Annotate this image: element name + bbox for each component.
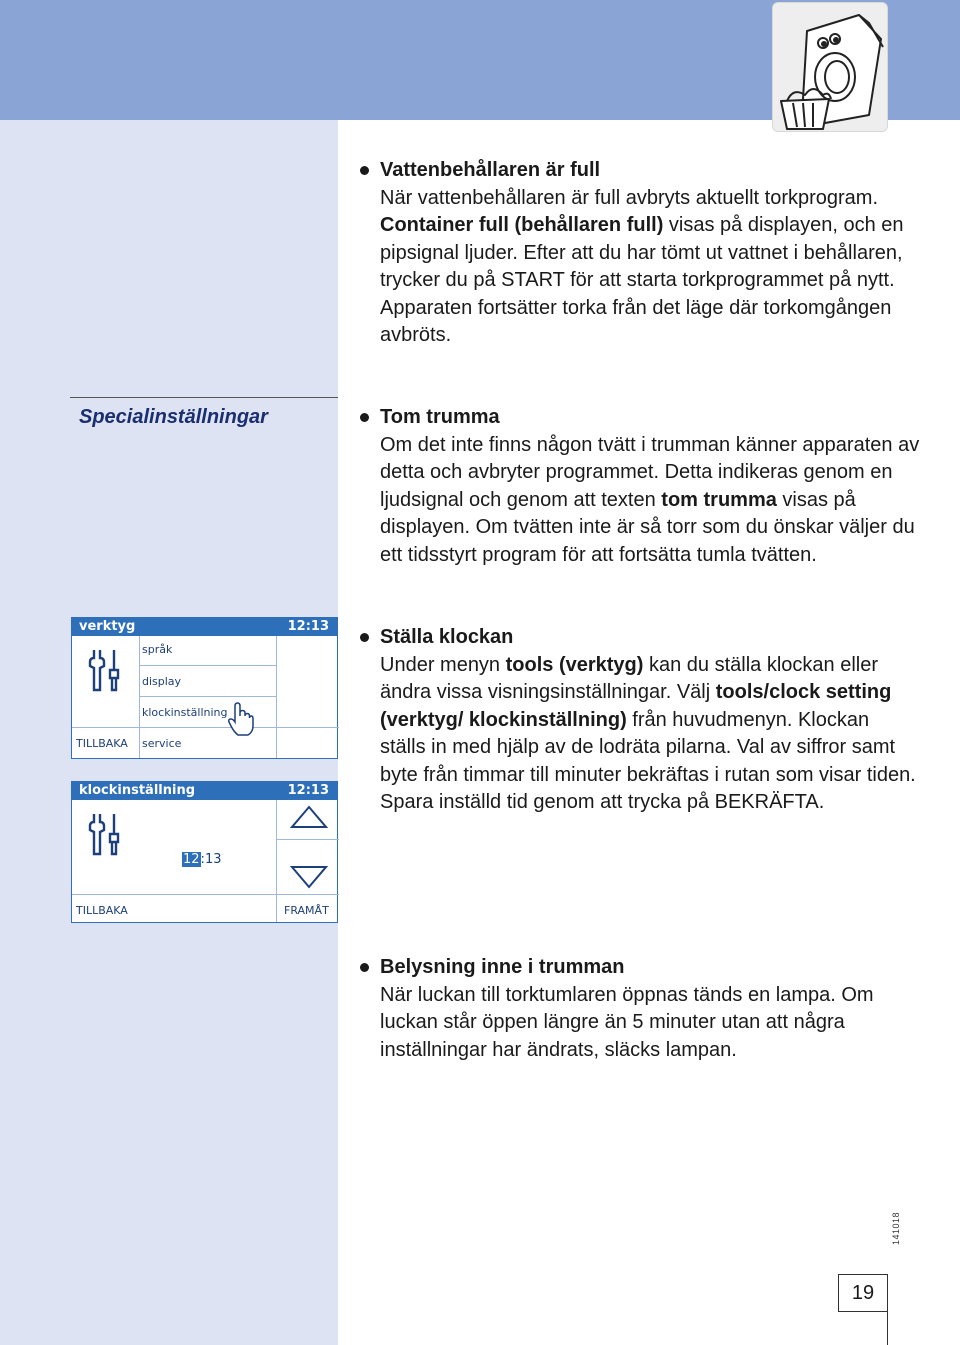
tools-icon[interactable] <box>86 648 126 692</box>
arrow-down-icon[interactable] <box>290 864 328 890</box>
time-hours-selected[interactable]: 12 <box>183 852 200 867</box>
hand-pointer-icon <box>228 702 254 736</box>
section-body: Under menyn tools (verktyg) kan du ställa klockan eller ändra vissa visningsinställningar. Välj tools/clock setting (verktyg/ klockinställning) från huvudmenyn. Klockan ställs in med hjälp av de lodräta pilarna. Val av siffror samt byte från timmar till minuter bekräftas i rutan som visar tiden. Spara inställd tid genom att trycka på BEKRÄFTA. <box>380 653 916 813</box>
display-screen-clock-setting <box>71 781 338 923</box>
section-empty-drum <box>360 404 920 569</box>
menu-item-display[interactable]: display <box>142 675 182 688</box>
screen-title-bar <box>72 618 337 636</box>
emphasis-text: tools/clock setting (verktyg/ klockinställning) <box>380 681 892 731</box>
section-body: När vattenbehållaren är full avbryts aktuellt torkprogram. Container full (behållaren full) visas på displayen, och en pipsignal ljuder. Efter att du har tömt ut vattnet i behållaren, trycker du på START för att starta torkprogrammet på nytt. Apparaten fortsätter torka från det läge där torkomgången avbröts. <box>380 186 904 346</box>
screen-title: klockinställning <box>79 783 196 798</box>
section-title: Ställa klockan <box>380 626 514 648</box>
time-minutes[interactable]: 13 <box>204 852 222 867</box>
screen-clock: 12:13 <box>287 619 329 634</box>
time-input[interactable]: 12:13 <box>183 852 222 867</box>
bullet-icon <box>360 633 369 642</box>
screen-divider <box>276 800 277 922</box>
dryer-mascot-icon <box>773 3 889 133</box>
menu-item-service[interactable]: service <box>142 737 182 750</box>
sidebar-rule <box>70 397 338 398</box>
tools-icon <box>86 812 126 856</box>
bullet-icon <box>360 963 369 972</box>
section-title: Belysning inne i trumman <box>380 956 625 978</box>
document-code: 141018 <box>891 1211 901 1245</box>
back-button[interactable]: TILLBAKA <box>76 737 128 750</box>
section-set-clock <box>360 624 920 817</box>
emphasis-text: tools (verktyg) <box>505 653 644 676</box>
page-number-rule <box>887 1312 888 1345</box>
bullet-icon <box>360 413 369 422</box>
screen-title-bar <box>72 782 337 800</box>
section-title: Vattenbehållaren är full <box>380 159 601 181</box>
screen-clock: 12:13 <box>287 783 329 798</box>
screen-divider <box>276 636 277 758</box>
display-screen-tools <box>71 617 338 759</box>
emphasis-text: Container full (behållaren full) <box>380 214 664 236</box>
menu-item-clock-setting[interactable]: klockinställning <box>142 706 228 719</box>
emphasis-text: tom trumma <box>661 488 777 511</box>
menu-item-language[interactable]: språk <box>142 643 173 656</box>
back-button[interactable]: TILLBAKA <box>76 904 128 917</box>
page-number: 19 <box>838 1274 888 1312</box>
screen-title: verktyg <box>79 619 136 634</box>
section-body: När luckan till torktumlaren öppnas tänds en lampa. Om luckan står öppen längre än 5 minuter utan att några inställningar har ändrats, släcks lampan. <box>380 983 874 1061</box>
bullet-icon <box>360 166 369 175</box>
sidebar-heading: Specialinställningar <box>79 406 268 428</box>
section-water-container <box>360 157 920 350</box>
section-body: Om det inte finns någon tvätt i trumman känner apparaten av detta och avbryter programmet. Detta indikeras genom en ljudsignal och genom att texten tom trumma visas på displayen. Om tvätten inte är så torr som du önskar väljer du ett tidsstyrt program för att fortsätta tumla tvätten. <box>380 433 920 566</box>
screen-divider <box>139 636 140 758</box>
section-drum-light <box>360 954 920 1064</box>
section-title: Tom trumma <box>380 406 500 428</box>
forward-button[interactable]: FRAMÅT <box>284 904 329 917</box>
arrow-up-icon[interactable] <box>290 804 328 830</box>
dryer-mascot-logo <box>772 2 888 132</box>
